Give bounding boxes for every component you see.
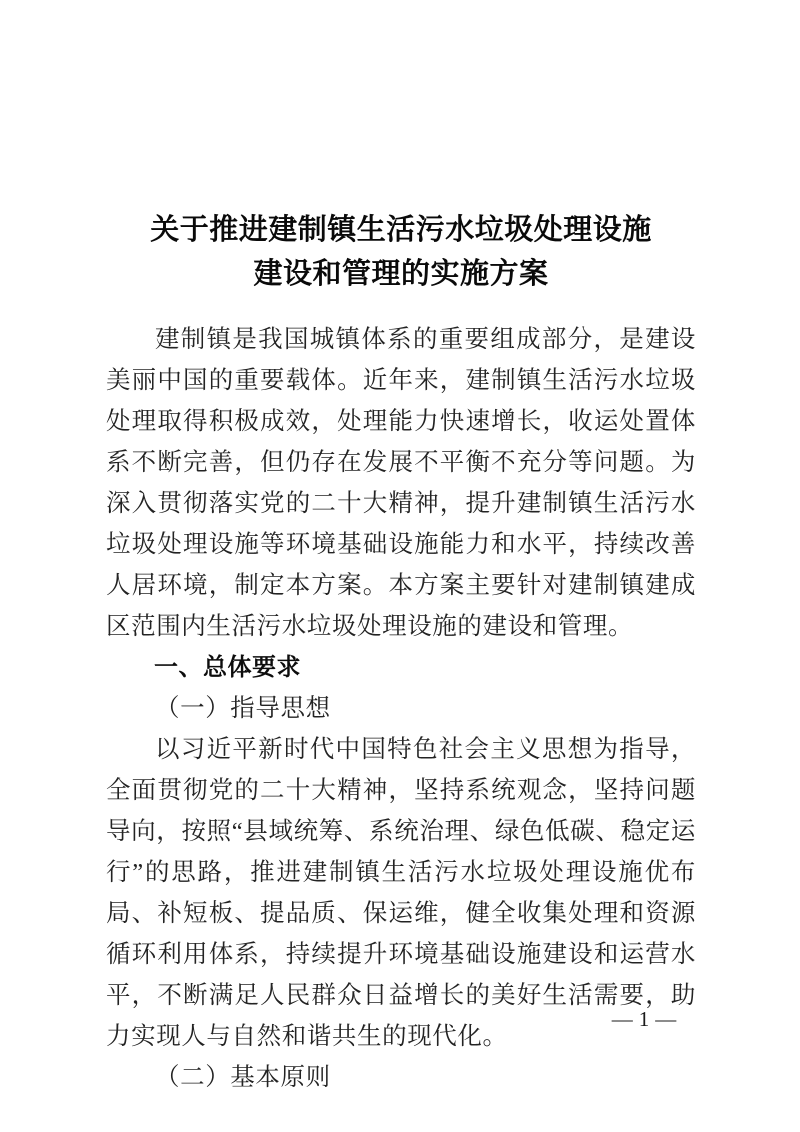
section-heading-overall-requirements: 一、总体要求 xyxy=(154,654,301,681)
subsection-heading-guiding-ideology: （一）指导思想 xyxy=(155,695,331,722)
page-title-line-1: 关于推进建制镇生活污水垃圾处理设施 xyxy=(150,214,652,246)
guiding-ideology-paragraph: 以习近平新时代中国特色社会主义思想为指导，全面贯彻党的二十大精神，坚持系统观念，坚持问题导向，按照“县域统筹、系统治理、绿色低碳、稳定运行”的思路，推进建制镇生活污水垃圾处理设施优布局、补短板、提品质、保运维，健全收集处理和资源循环利用体系，持续提升环境基础设施建设和运营水平，不断满足人民群众日益增长的美好生活需要，助力实现人与自然和谐共生的现代化。 xyxy=(106,736,696,1050)
page-number: 1 xyxy=(638,1007,652,1031)
page-number-group xyxy=(612,1006,679,1032)
page-title-line-2: 建设和管理的实施方案 xyxy=(253,258,549,290)
page-number-dash-left: — xyxy=(611,1007,635,1031)
intro-paragraph: 建制镇是我国城镇体系的重要组成部分，是建设美丽中国的重要载体。近年来，建制镇生活污水垃圾处理取得积极成效，处理能力快速增长，收运处置体系不断完善，但仍存在发展不平衡不充分等问题。为深入贯彻落实党的二十大精神，提升建制镇生活污水垃圾处理设施等环境基础设施能力和水平，持续改善人居环境，制定本方案。本方案主要针对建制镇建成区范围内生活污水垃圾处理设施的建设和管理。 xyxy=(106,326,696,640)
page-title xyxy=(106,0,696,296)
page-content xyxy=(106,0,696,1098)
subsection-heading-basic-principles: （二）基本原则 xyxy=(155,1064,331,1091)
page-footer xyxy=(0,1006,800,1032)
page-number-dash-right: — xyxy=(655,1007,679,1031)
